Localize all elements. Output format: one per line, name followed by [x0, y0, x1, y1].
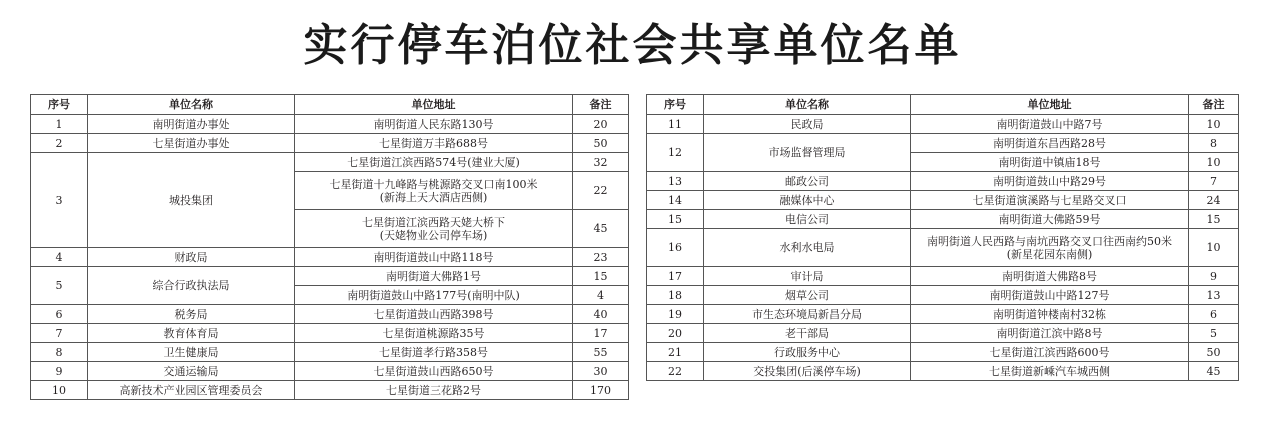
- unit-address: [911, 191, 1189, 210]
- unit-name: 卫生健康局: [88, 343, 295, 362]
- note-value: 45: [1189, 362, 1239, 381]
- table-row: [31, 381, 629, 400]
- row-no: 1: [31, 115, 88, 134]
- row-no: 15: [647, 210, 704, 229]
- unit-name: 南明街道办事处: [88, 115, 295, 134]
- address-line: 七星街道鼓山西路398号: [373, 307, 494, 321]
- row-no: 19: [647, 305, 704, 324]
- unit-address: [911, 286, 1189, 305]
- unit-address: [911, 172, 1189, 191]
- unit-address: [295, 172, 573, 210]
- table-row: [647, 343, 1239, 362]
- unit-name: 邮政公司: [704, 172, 911, 191]
- header-unit-address: 单位地址: [911, 95, 1189, 115]
- unit-name: 老干部局: [704, 324, 911, 343]
- note-value: 6: [1189, 305, 1239, 324]
- row-no: 16: [647, 229, 704, 267]
- note-value: 40: [573, 305, 629, 324]
- row-no: 14: [647, 191, 704, 210]
- unit-name: 行政服务中心: [704, 343, 911, 362]
- table-row: [647, 305, 1239, 324]
- note-value: 8: [1189, 134, 1239, 153]
- address-line: 七星街道三花路2号: [386, 383, 481, 397]
- unit-address: [911, 210, 1189, 229]
- address-line: 七星街道十九峰路与桃源路交叉口南100米: [329, 177, 538, 191]
- row-no: 12: [647, 134, 704, 172]
- note-value: 7: [1189, 172, 1239, 191]
- unit-name: 七星街道办事处: [88, 134, 295, 153]
- table-row: [647, 324, 1239, 343]
- table-row: [31, 343, 629, 362]
- unit-name: 高新技术产业园区管理委员会: [88, 381, 295, 400]
- row-no: 17: [647, 267, 704, 286]
- row-no: 13: [647, 172, 704, 191]
- row-no: 8: [31, 343, 88, 362]
- row-no: 6: [31, 305, 88, 324]
- unit-name: 交投集团(后溪停车场): [704, 362, 911, 381]
- unit-address: [911, 153, 1189, 172]
- unit-address: [911, 267, 1189, 286]
- header-unit-name: 单位名称: [88, 95, 295, 115]
- row-no: 18: [647, 286, 704, 305]
- note-value: 170: [573, 381, 629, 400]
- address-line: 七星街道新嵊汽车城西侧: [989, 364, 1110, 378]
- address-line: (新星花园东南侧): [1006, 247, 1093, 261]
- address-line: 七星街道演溪路与七星路交叉口: [972, 193, 1127, 207]
- unit-address: [295, 210, 573, 248]
- address-line: 南明街道鼓山中路29号: [993, 174, 1106, 188]
- header-no: 序号: [647, 95, 704, 115]
- right-unit-table: [646, 94, 1239, 381]
- address-line: 七星街道桃源路35号: [382, 326, 485, 340]
- address-line: 南明街道鼓山中路177号(南明中队): [347, 288, 520, 302]
- row-no: 4: [31, 248, 88, 267]
- unit-address: [295, 267, 573, 286]
- row-no: 2: [31, 134, 88, 153]
- address-line: 南明街道大佛路8号: [1002, 269, 1097, 283]
- note-value: 10: [1189, 115, 1239, 134]
- unit-name: 交通运输局: [88, 362, 295, 381]
- note-value: 30: [573, 362, 629, 381]
- address-line: 南明街道大佛路1号: [386, 269, 481, 283]
- page-title: 实行停车泊位社会共享单位名单: [303, 20, 962, 71]
- table-row: [647, 362, 1239, 381]
- address-line: (新海上天大酒店西侧): [379, 190, 488, 204]
- address-line: 南明街道鼓山中路7号: [996, 117, 1103, 131]
- note-value: 13: [1189, 286, 1239, 305]
- address-line: 七星街道江滨西路574号(建业大厦): [347, 155, 520, 169]
- unit-address: [911, 324, 1189, 343]
- note-value: 55: [573, 343, 629, 362]
- unit-name: 财政局: [88, 248, 295, 267]
- table-row: [31, 134, 629, 153]
- left-unit-table: [30, 94, 629, 400]
- unit-name: 税务局: [88, 305, 295, 324]
- table-row: [31, 362, 629, 381]
- table-row: [31, 153, 629, 172]
- table-row: [647, 210, 1239, 229]
- address-line: 南明街道东昌西路28号: [993, 136, 1106, 150]
- note-value: 15: [1189, 210, 1239, 229]
- table-row: [647, 134, 1239, 153]
- unit-address: [295, 324, 573, 343]
- note-value: 9: [1189, 267, 1239, 286]
- row-no: 7: [31, 324, 88, 343]
- unit-name: 民政局: [704, 115, 911, 134]
- table-row: [31, 324, 629, 343]
- table-row: [31, 248, 629, 267]
- note-value: 50: [1189, 343, 1239, 362]
- note-value: 17: [573, 324, 629, 343]
- unit-address: [295, 305, 573, 324]
- row-no: 10: [31, 381, 88, 400]
- unit-address: [911, 229, 1189, 267]
- note-value: 23: [573, 248, 629, 267]
- note-value: 10: [1189, 153, 1239, 172]
- note-value: 5: [1189, 324, 1239, 343]
- note-value: 15: [573, 267, 629, 286]
- note-value: 50: [573, 134, 629, 153]
- address-line: 七星街道鼓山西路650号: [373, 364, 494, 378]
- unit-name: 市场监督管理局: [704, 134, 911, 172]
- row-no: 21: [647, 343, 704, 362]
- unit-address: [911, 343, 1189, 362]
- row-no: 11: [647, 115, 704, 134]
- unit-name: 融媒体中心: [704, 191, 911, 210]
- row-no: 5: [31, 267, 88, 305]
- table-row: [647, 191, 1239, 210]
- address-line: 南明街道钟楼南村32栋: [993, 307, 1106, 321]
- unit-address: [295, 115, 573, 134]
- address-line: 七星街道孝行路358号: [379, 345, 488, 359]
- unit-address: [911, 362, 1189, 381]
- note-value: 22: [573, 172, 629, 210]
- address-line: 南明街道鼓山中路127号: [989, 288, 1110, 302]
- row-no: 22: [647, 362, 704, 381]
- unit-address: [295, 343, 573, 362]
- address-line: 南明街道鼓山中路118号: [373, 250, 494, 264]
- unit-name: 综合行政执法局: [88, 267, 295, 305]
- note-value: 24: [1189, 191, 1239, 210]
- unit-address: [911, 305, 1189, 324]
- table-row: [647, 267, 1239, 286]
- unit-address: [295, 362, 573, 381]
- unit-address: [911, 115, 1189, 134]
- table-row: [647, 286, 1239, 305]
- address-line: 南明街道中镇庙18号: [998, 155, 1101, 169]
- address-line: 七星街道江滨西路600号: [989, 345, 1110, 359]
- unit-address: [295, 381, 573, 400]
- header-note: 备注: [1189, 95, 1239, 115]
- address-line: 七星街道江滨西路天姥大桥下: [362, 215, 505, 229]
- unit-address: [911, 134, 1189, 153]
- address-line: 南明街道江滨中路8号: [996, 326, 1103, 340]
- table-row: [31, 267, 629, 286]
- header-note: 备注: [573, 95, 629, 115]
- table-row: [647, 172, 1239, 191]
- unit-name: 水利水电局: [704, 229, 911, 267]
- unit-address: [295, 248, 573, 267]
- note-value: 45: [573, 210, 629, 248]
- address-line: 南明街道大佛路59号: [998, 212, 1101, 226]
- note-value: 4: [573, 286, 629, 305]
- row-no: 3: [31, 153, 88, 248]
- unit-address: [295, 286, 573, 305]
- table-row: [647, 229, 1239, 267]
- unit-address: [295, 153, 573, 172]
- note-value: 10: [1189, 229, 1239, 267]
- address-line: 南明街道人民西路与南坑西路交叉口往西南约50米: [927, 234, 1172, 248]
- header-no: 序号: [31, 95, 88, 115]
- row-no: 9: [31, 362, 88, 381]
- unit-name: 烟草公司: [704, 286, 911, 305]
- header-unit-name: 单位名称: [704, 95, 911, 115]
- unit-name: 城投集团: [88, 153, 295, 248]
- unit-name: 教育体育局: [88, 324, 295, 343]
- row-no: 20: [647, 324, 704, 343]
- note-value: 32: [573, 153, 629, 172]
- address-line: 南明街道人民东路130号: [373, 117, 494, 131]
- table-row: [647, 115, 1239, 134]
- table-row: [31, 305, 629, 324]
- table-row: [31, 115, 629, 134]
- table-header-row: [647, 95, 1239, 115]
- address-line: (天姥物业公司停车场): [379, 228, 488, 242]
- table-header-row: [31, 95, 629, 115]
- unit-address: [295, 134, 573, 153]
- note-value: 20: [573, 115, 629, 134]
- header-unit-address: 单位地址: [295, 95, 573, 115]
- address-line: 七星街道万丰路688号: [379, 136, 488, 150]
- unit-name: 市生态环境局新昌分局: [704, 305, 911, 324]
- unit-name: 审计局: [704, 267, 911, 286]
- unit-name: 电信公司: [704, 210, 911, 229]
